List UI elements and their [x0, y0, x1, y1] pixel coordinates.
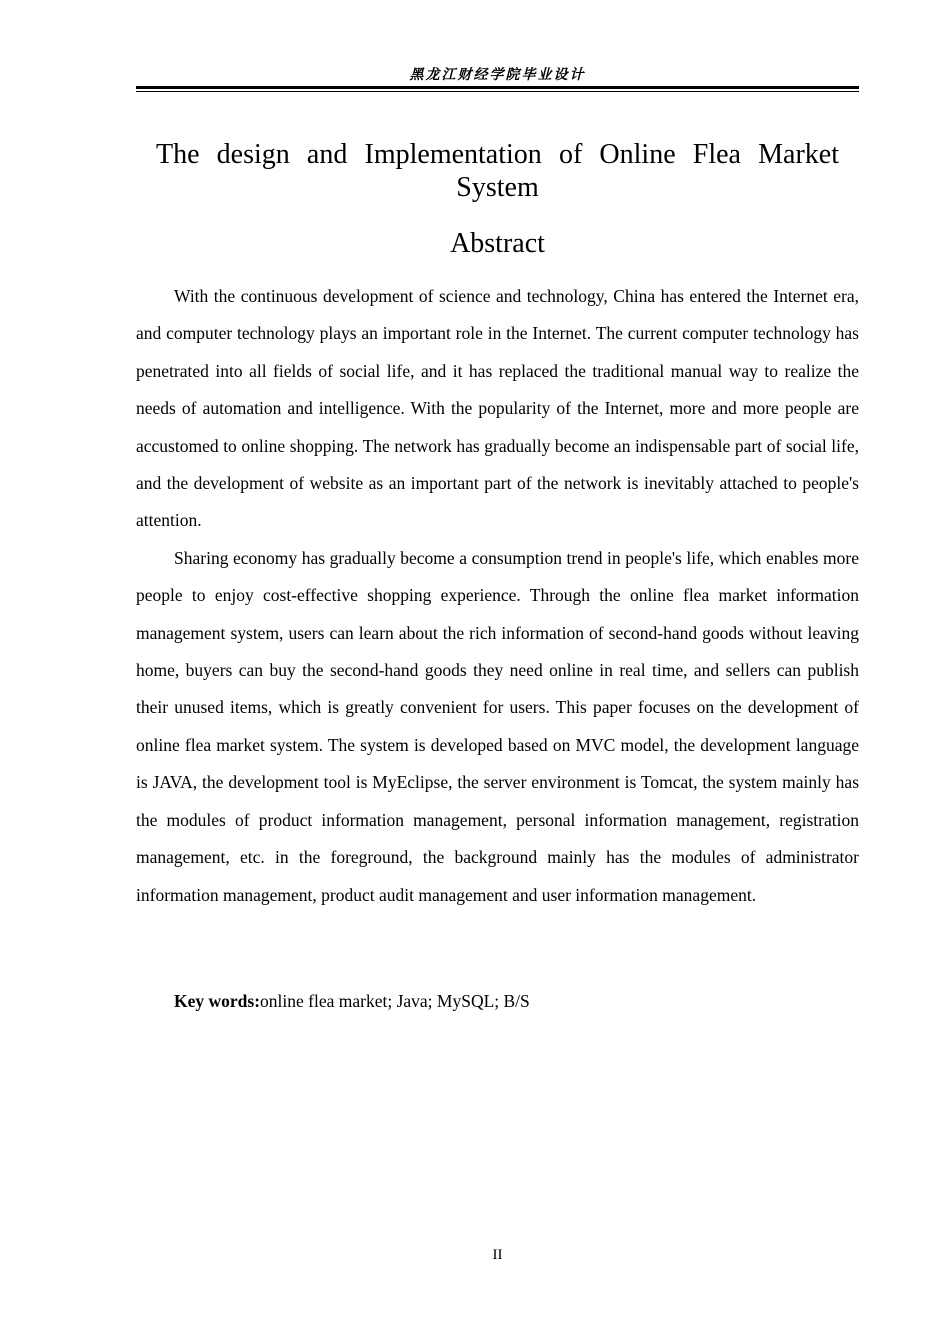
keywords-value: online flea market; Java; MySQL; B/S [260, 991, 530, 1011]
running-header: 黑龙江财经学院毕业设计 [409, 67, 586, 83]
page-number: II [492, 1247, 503, 1263]
abstract-body [136, 278, 859, 914]
abstract-paragraph-2: Sharing economy has gradually become a consumption trend in people's life, which enables more people to enjoy cost-effective shopping experience. Through the online flea market information management system, users can learn about the rich information of second-hand goods without leaving home, buyers can buy the second-hand goods they need online in real time, and sellers can publish their unused items, which is greatly convenient for users. This paper focuses on the development of online flea market system. The system is developed based on MVC model, the development language is JAVA, the development tool is MyEclipse, the server environment is Tomcat, the system mainly has the modules of product information management, personal information management, registration management, etc. in the foreground, the background mainly has the modules of administrator information management, product audit management and user information management. [136, 547, 859, 905]
header-divider-thin [136, 91, 859, 92]
header-divider-thick [136, 86, 859, 89]
keywords-label: Key words: [174, 991, 261, 1011]
keywords-line [136, 983, 859, 1020]
paper-title: The design and Implementation of Online Flea Market System [156, 139, 839, 203]
abstract-paragraph-1: With the continuous development of science and technology, China has entered the Internet era, and computer technology plays an important role in the Internet. The current computer technology has penetrated into all fields of social life, and it has replaced the traditional manual way to realize the needs of automation and intelligence. With the popularity of the Internet, more and more people are accustomed to online shopping. The network has gradually become an indispensable part of social life, and the development of website as an important part of the network is inevitably attached to people's attention. [136, 286, 859, 531]
abstract-heading: Abstract [450, 228, 545, 259]
